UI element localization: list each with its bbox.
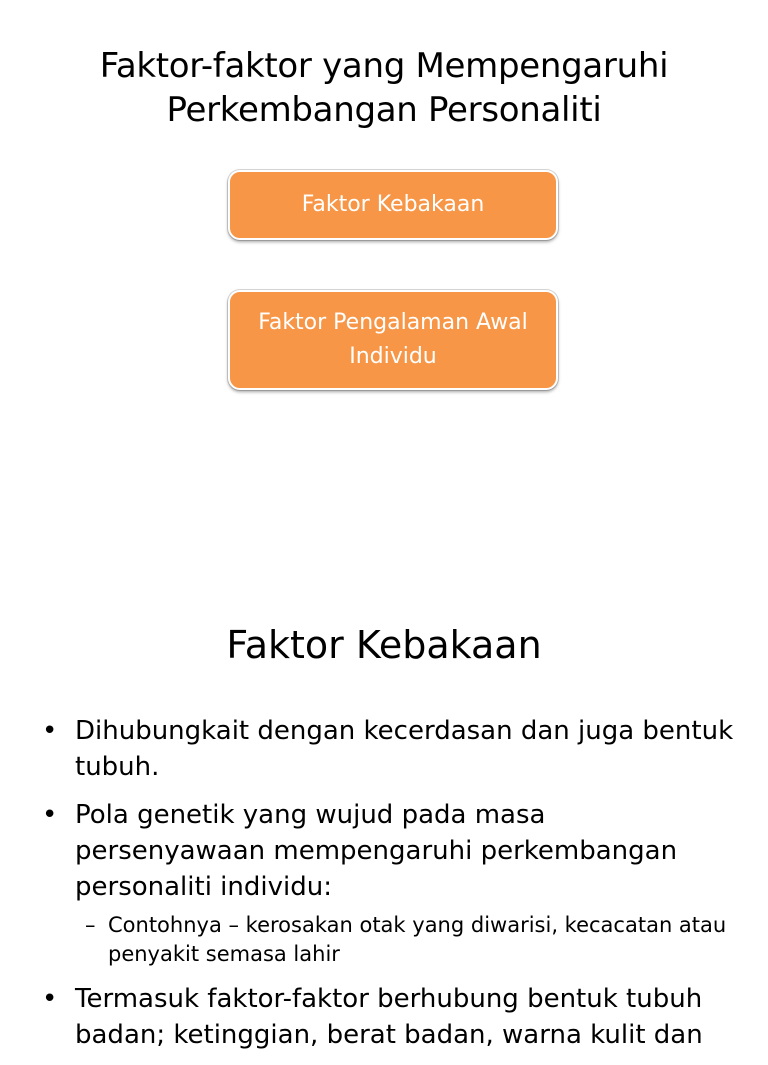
faktor-pengalaman-label-line-2: Individu [349, 344, 437, 369]
slide-2 [0, 576, 768, 1050]
bullet-marker: • [42, 800, 58, 830]
slide-title-line-2: Perkembangan Personaliti [166, 90, 602, 130]
bullet-item [42, 797, 742, 905]
bullet-text: Termasuk faktor-faktor berhubung bentuk tubuh badan; ketinggian, berat badan, warna kulit dan [75, 984, 703, 1050]
bullet-item [42, 713, 742, 785]
sub-bullet-marker: – [85, 913, 96, 937]
faktor-kebakaan-box [228, 170, 558, 240]
bullet-text: Dihubungkait dengan kecerdasan dan juga bentuk tubuh. [75, 716, 734, 782]
sub-bullet-text: Contohnya – kerosakan otak yang diwarisi, kecacatan atau penyakit semasa lahir [108, 913, 727, 966]
slide-title: Faktor Kebakaan [226, 623, 542, 667]
slide-title-line-1: Faktor-faktor yang Mempengaruhi [99, 46, 669, 86]
slide-title [40, 44, 728, 132]
faktor-pengalaman-box [228, 290, 558, 390]
bullet-marker: • [42, 716, 58, 746]
sub-bullet-item [42, 911, 742, 969]
bullet-list [42, 713, 742, 1065]
faktor-pengalaman-label-line-1: Faktor Pengalaman Awal [258, 310, 528, 335]
faktor-kebakaan-label: Faktor Kebakaan [301, 192, 485, 217]
bullet-text: Pola genetik yang wujud pada masa persenyawaan mempengaruhi perkembangan personaliti individu: [75, 800, 678, 902]
bullet-item [42, 981, 742, 1053]
bullet-marker: • [42, 984, 58, 1014]
